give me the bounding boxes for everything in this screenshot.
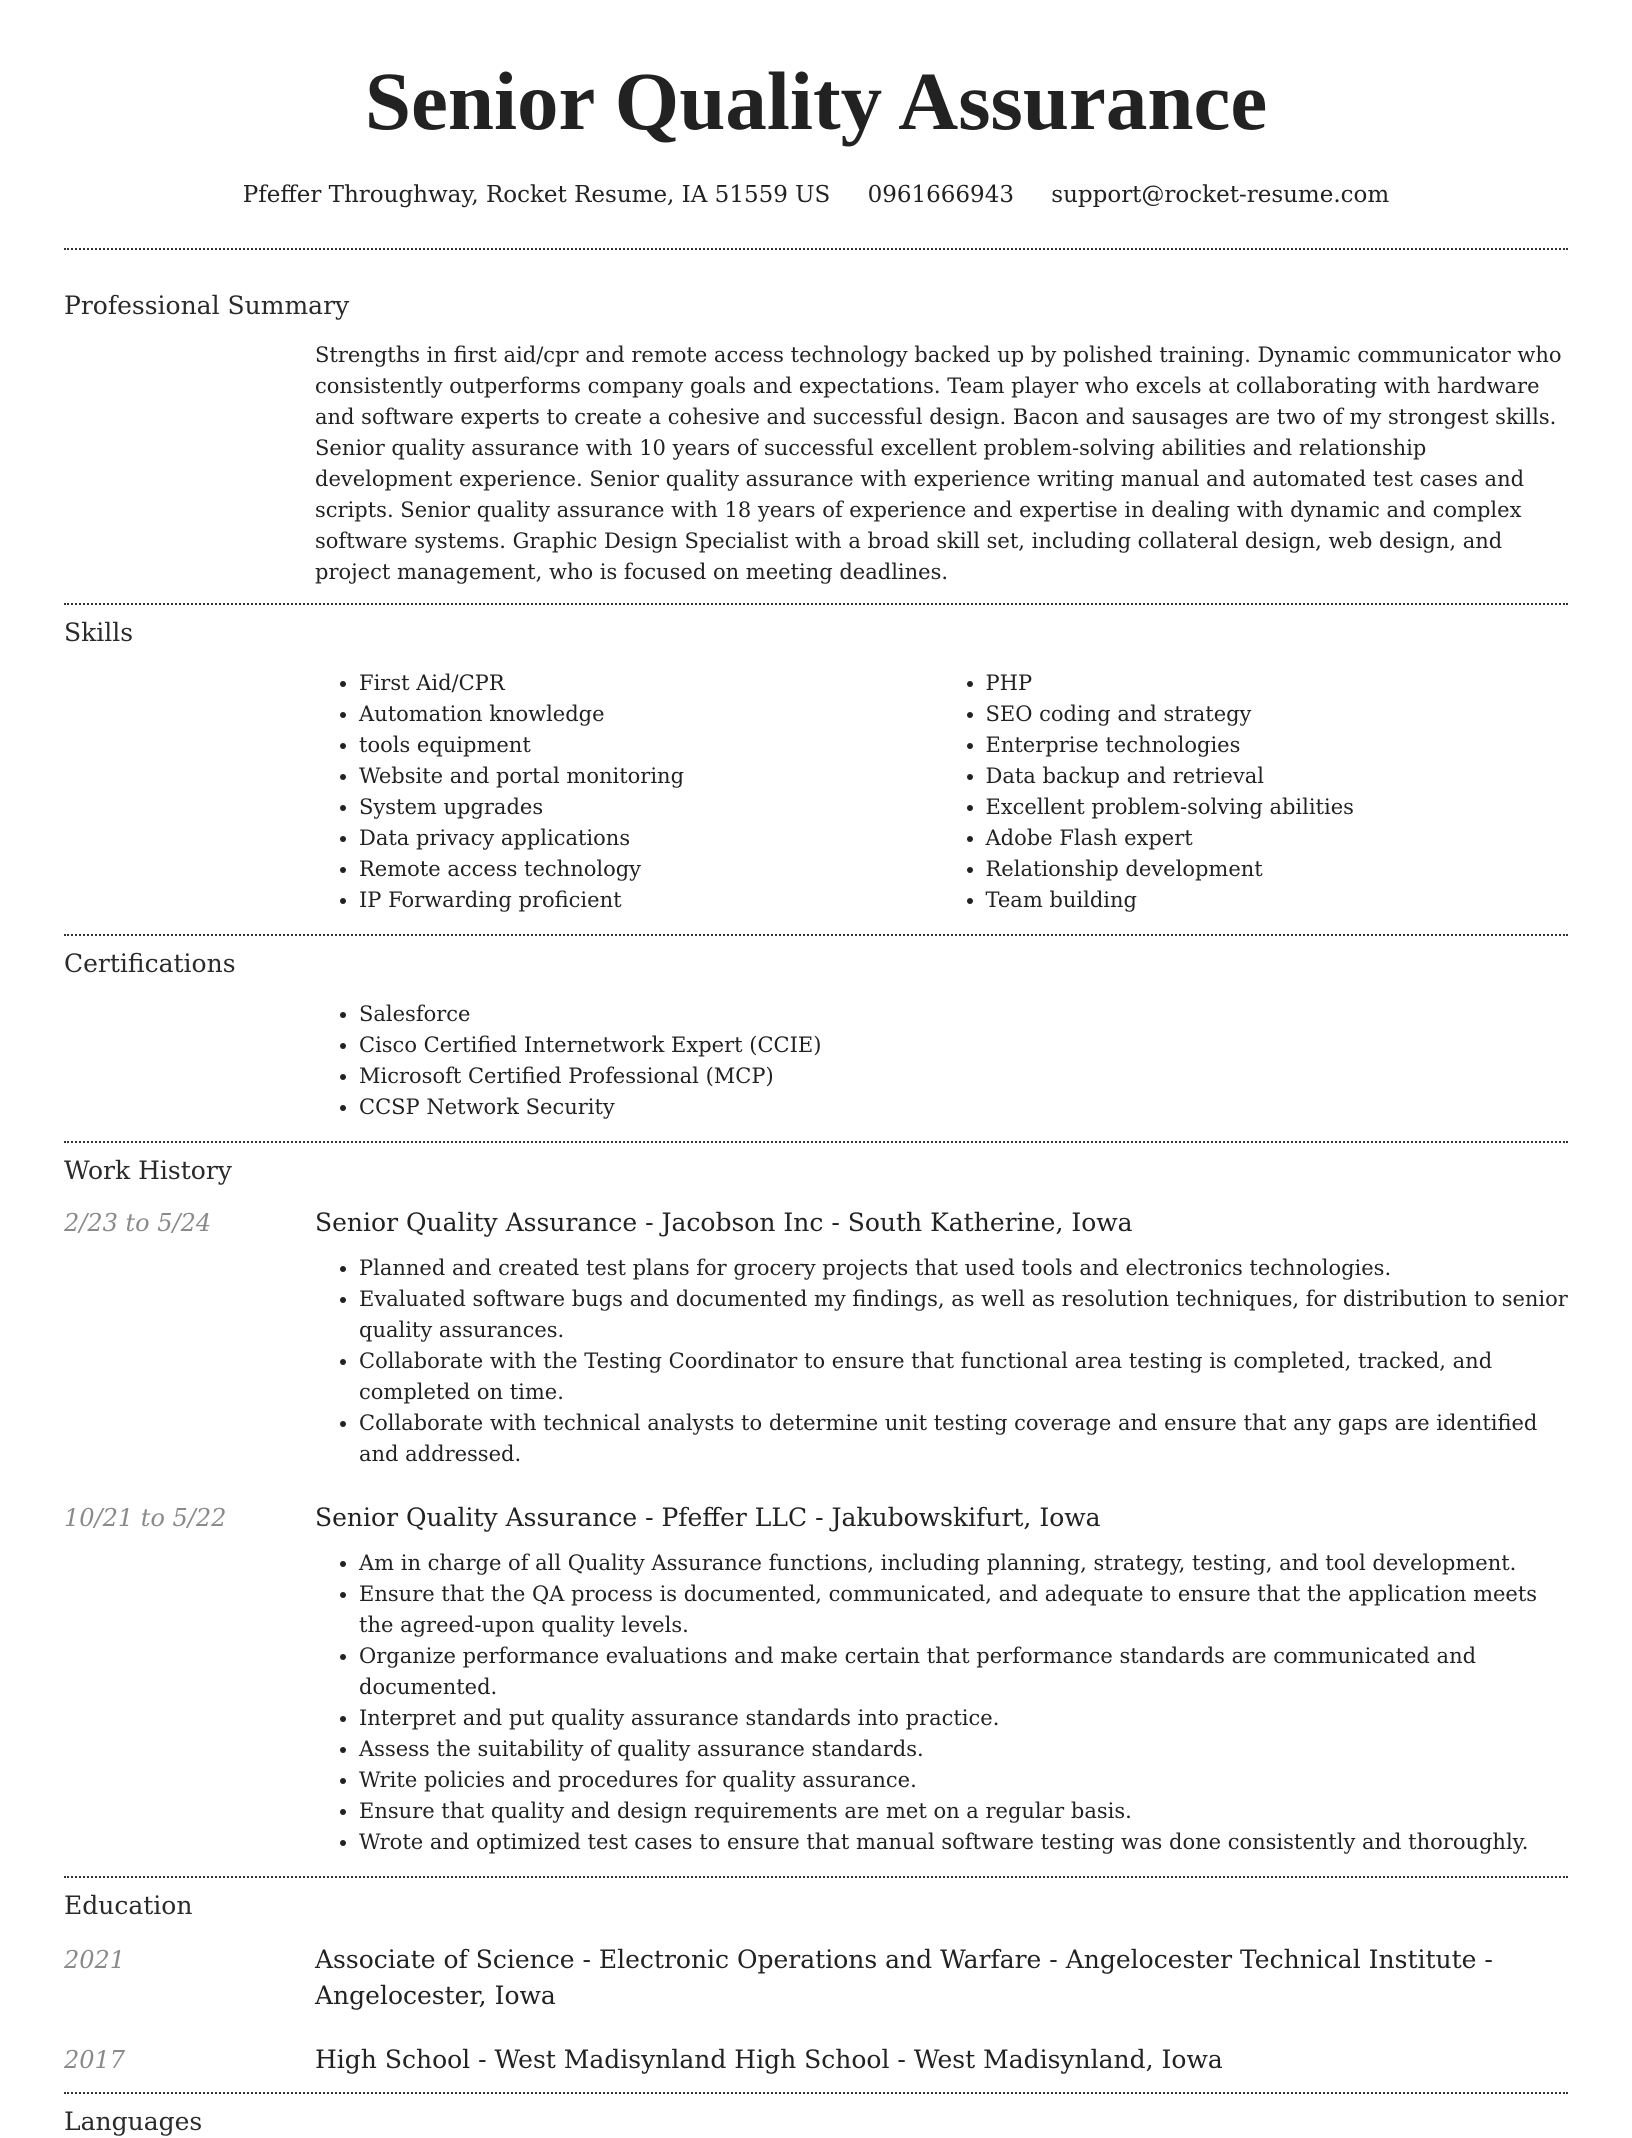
work-entry	[64, 1500, 1568, 1858]
resume-page	[64, 0, 1568, 2138]
work-bullet: • Write policies and procedures for quality assurance.	[359, 1765, 1568, 1796]
education-entry	[64, 2042, 1568, 2078]
skill-item: • Data backup and retrieval	[986, 761, 1569, 792]
divider	[64, 1876, 1568, 1878]
certifications-list	[315, 999, 1568, 1123]
section-title-work-history: Work History	[64, 1156, 232, 1185]
work-date: 2/23 to 5/24	[64, 1209, 212, 1237]
skill-item: • Data privacy applications	[359, 823, 942, 854]
skills-list-right	[942, 668, 1569, 916]
work-heading: Senior Quality Assurance - Jacobson Inc - South Katherine, Iowa	[315, 1208, 1133, 1237]
skill-item: • SEO coding and strategy	[986, 699, 1569, 730]
certification-item: • CCSP Network Security	[359, 1092, 1568, 1123]
skill-item: • Remote access technology	[359, 854, 942, 885]
skill-item: • Enterprise technologies	[986, 730, 1569, 761]
work-date: 10/21 to 5/22	[64, 1504, 227, 1532]
education-date: 2021	[64, 1946, 126, 1974]
contact-email: support@rocket-resume.com	[1051, 182, 1390, 208]
education-entry	[64, 1942, 1568, 2014]
section-title-certifications: Certifications	[64, 949, 236, 978]
work-bullet: • Organize performance evaluations and make certain that performance standards are communicated and documented.	[359, 1641, 1568, 1703]
section-title-next: Languages	[64, 2107, 203, 2136]
skill-item: • tools equipment	[359, 730, 942, 761]
skill-item: • Excellent problem-solving abilities	[986, 792, 1569, 823]
summary-text: Strengths in first aid/cpr and remote access technology backed up by polished training. Dynamic communicator who consistently outperforms company goals and expectations. Team player who excels at collaborating with hardware and software experts to create a cohesive and successful design. Bacon and sausages are two of my strongest skills. Senior quality assurance with 10 years of successful excellent problem-solving abilities and relationship development experience. Senior quality assurance with experience writing manual and automated test cases and scripts. Senior quality assurance with 18 years of experience and expertise in dealing with dynamic and complex software systems. Graphic Design Specialist with a broad skill set, including collateral design, web design, and project management, who is focused on meeting deadlines.	[315, 343, 1562, 584]
work-bullet: • Ensure that quality and design requirements are met on a regular basis.	[359, 1796, 1568, 1827]
candidate-name: Senior Quality Assurance	[364, 55, 1268, 147]
work-bullet: • Am in charge of all Quality Assurance functions, including planning, strategy, testing, and tool development.	[359, 1548, 1568, 1579]
contact-address: Pfeffer Throughway, Rocket Resume, IA 51559 US	[242, 182, 831, 208]
section-title-education: Education	[64, 1891, 193, 1920]
divider	[64, 934, 1568, 936]
skill-item: • Team building	[986, 885, 1569, 916]
work-bullets	[315, 1253, 1568, 1470]
divider	[64, 248, 1568, 250]
skills-columns	[315, 668, 1568, 916]
education-date: 2017	[64, 2046, 126, 2074]
education-heading: High School - West Madisynland High School - West Madisynland, Iowa	[315, 2045, 1223, 2074]
skill-item: • PHP	[986, 668, 1569, 699]
certification-item: • Cisco Certified Internetwork Expert (CCIE)	[359, 1030, 1568, 1061]
work-bullet: • Wrote and optimized test cases to ensure that manual software testing was done consistently and thoroughly.	[359, 1827, 1568, 1858]
work-bullets	[315, 1548, 1568, 1858]
divider	[64, 2092, 1568, 2094]
divider	[64, 1141, 1568, 1143]
skill-item: • First Aid/CPR	[359, 668, 942, 699]
work-bullet: • Planned and created test plans for grocery projects that used tools and electronics technologies.	[359, 1253, 1568, 1284]
work-bullet: • Collaborate with technical analysts to determine unit testing coverage and ensure that any gaps are identified and addressed.	[359, 1408, 1568, 1470]
work-heading: Senior Quality Assurance - Pfeffer LLC - Jakubowskifurt, Iowa	[315, 1503, 1101, 1532]
skill-item: • IP Forwarding proficient	[359, 885, 942, 916]
skills-list-left	[315, 668, 942, 916]
contact-line	[64, 180, 1568, 210]
education-heading: Associate of Science - Electronic Operations and Warfare - Angelocester Technical Institute - Angelocester, Iowa	[315, 1945, 1493, 2010]
divider	[64, 603, 1568, 605]
contact-phone: 0961666943	[867, 182, 1014, 208]
skill-item: • Website and portal monitoring	[359, 761, 942, 792]
work-bullet: • Ensure that the QA process is documented, communicated, and adequate to ensure that the application meets the agreed-upon quality levels.	[359, 1579, 1568, 1641]
section-title-skills: Skills	[64, 618, 134, 647]
skill-item: • Relationship development	[986, 854, 1569, 885]
skill-item: • Automation knowledge	[359, 699, 942, 730]
certification-item: • Salesforce	[359, 999, 1568, 1030]
work-bullet: • Interpret and put quality assurance standards into practice.	[359, 1703, 1568, 1734]
work-bullet: • Assess the suitability of quality assurance standards.	[359, 1734, 1568, 1765]
skill-item: • System upgrades	[359, 792, 942, 823]
skill-item: • Adobe Flash expert	[986, 823, 1569, 854]
work-bullet: • Collaborate with the Testing Coordinator to ensure that functional area testing is completed, tracked, and completed on time.	[359, 1346, 1568, 1408]
work-bullet: • Evaluated software bugs and documented my findings, as well as resolution techniques, for distribution to senior quality assurances.	[359, 1284, 1568, 1346]
section-title-summary: Professional Summary	[64, 291, 350, 320]
certification-item: • Microsoft Certified Professional (MCP)	[359, 1061, 1568, 1092]
work-entry	[64, 1205, 1568, 1470]
